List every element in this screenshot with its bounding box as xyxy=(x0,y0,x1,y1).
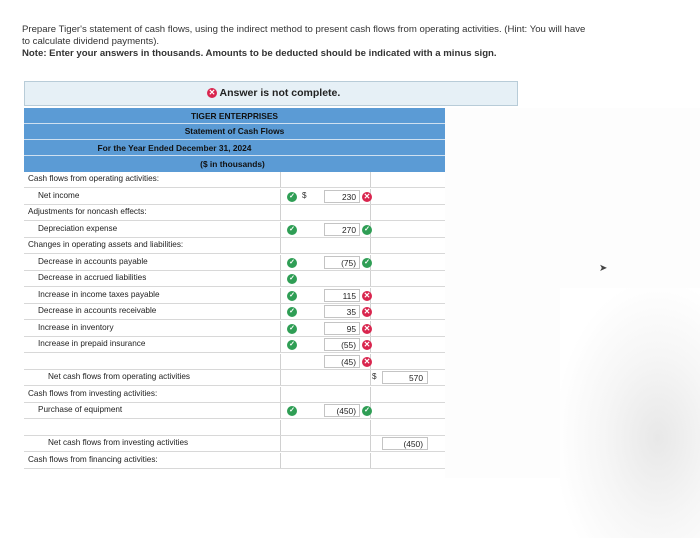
row-label[interactable]: Purchase of equipment xyxy=(38,405,123,414)
row-label: Net cash flows from operating activities xyxy=(48,372,190,381)
incorrect-icon: ✕ xyxy=(363,191,371,201)
row-label[interactable]: Decrease in accounts payable xyxy=(38,256,148,266)
incorrect-icon: ✕ xyxy=(363,323,371,333)
correct-icon: ✓ xyxy=(287,307,297,317)
table-row xyxy=(24,337,445,353)
row-label[interactable]: Increase in inventory xyxy=(38,322,114,332)
table-row xyxy=(24,387,445,403)
amount-input[interactable] xyxy=(324,404,360,417)
amount-value: 270 xyxy=(342,224,356,235)
statement-units: ($ in thousands) xyxy=(200,159,265,169)
correct-icon: ✓ xyxy=(362,225,372,235)
table-row xyxy=(24,304,445,320)
instruction-text-1: Prepare Tiger's statement of cash flows, using the indirect method to present cash flows from operating activities. (Hint: You will have xyxy=(22,24,586,35)
answer-status-banner xyxy=(24,81,518,106)
correct-icon: ✓ xyxy=(362,406,372,416)
amount-value: 35 xyxy=(346,307,356,317)
table-row xyxy=(24,189,445,205)
row-label: Cash flows from financing activities: xyxy=(28,454,158,464)
answer-status-text: Answer is not complete. xyxy=(219,87,341,99)
statement-header xyxy=(24,108,445,172)
amount-input[interactable] xyxy=(324,256,360,269)
correct-icon: ✓ xyxy=(287,406,297,416)
incorrect-icon: ✕ xyxy=(363,356,371,366)
background-area xyxy=(445,108,700,478)
correct-icon: ✓ xyxy=(362,258,372,268)
incorrect-icon: ✕ xyxy=(363,340,371,349)
amount-value: (75) xyxy=(341,257,356,268)
screen-glare xyxy=(560,288,700,538)
incorrect-icon: ✕ xyxy=(208,88,216,98)
amount-value: 95 xyxy=(346,323,356,334)
mouse-cursor-icon: ➤ xyxy=(599,263,608,274)
incorrect-icon: ✕ xyxy=(363,307,371,316)
amount-input[interactable] xyxy=(324,322,360,335)
table-row xyxy=(24,222,445,238)
table-row xyxy=(24,453,445,469)
table-row xyxy=(24,205,445,221)
table-row xyxy=(24,403,445,419)
total-input[interactable] xyxy=(382,437,428,450)
amount-value: (45) xyxy=(341,356,356,367)
incorrect-icon: ✕ xyxy=(363,290,371,300)
table-row xyxy=(24,288,445,304)
amount-input[interactable] xyxy=(324,338,360,351)
table-row xyxy=(24,370,445,386)
row-label: Net cash flows from investing activities xyxy=(48,438,189,447)
row-label: Cash flows from operating activities: xyxy=(28,174,160,183)
instruction-note: Note: Enter your answers in thousands. Amounts to be deducted should be indicated with a minus sign. xyxy=(22,48,497,59)
amount-value: 115 xyxy=(342,290,356,301)
row-label[interactable]: Depreciation expense xyxy=(38,223,118,233)
amount-input[interactable] xyxy=(324,305,360,318)
row-label[interactable]: Decrease in accounts receivable xyxy=(38,306,157,315)
row-label[interactable]: Increase in prepaid insurance xyxy=(38,339,146,348)
amount-input[interactable] xyxy=(324,289,360,302)
amount-value: (55) xyxy=(341,340,356,350)
total-input[interactable] xyxy=(382,371,428,384)
table-row xyxy=(24,238,445,254)
table-row xyxy=(24,255,445,271)
row-label: Adjustments for noncash effects: xyxy=(28,207,147,216)
correct-icon: ✓ xyxy=(287,291,297,301)
row-label[interactable]: Net income xyxy=(38,190,80,200)
table-row xyxy=(24,172,445,188)
row-label: Changes in operating assets and liabilities: xyxy=(28,240,184,249)
table-row xyxy=(24,321,445,337)
table-row xyxy=(24,354,445,370)
table-row xyxy=(24,420,445,436)
dollar-sign: $ xyxy=(372,372,377,381)
correct-icon: ✓ xyxy=(287,258,297,268)
amount-input[interactable] xyxy=(324,223,360,236)
instruction-text-2: to calculate dividend payments). xyxy=(22,36,160,47)
correct-icon: ✓ xyxy=(287,274,297,284)
statement-title: Statement of Cash Flows xyxy=(184,126,285,136)
amount-value: 230 xyxy=(342,191,356,202)
row-label: Cash flows from investing activities: xyxy=(28,388,158,398)
correct-icon: ✓ xyxy=(287,324,297,334)
row-label[interactable]: Decrease in accrued liabilities xyxy=(38,273,147,282)
correct-icon: ✓ xyxy=(287,192,297,202)
amount-input[interactable] xyxy=(324,355,360,368)
correct-icon: ✓ xyxy=(287,225,297,235)
statement-period: For the Year Ended December 31, 2024 xyxy=(97,143,252,153)
dollar-sign: $ xyxy=(302,190,307,200)
instructions xyxy=(22,24,692,60)
correct-icon: ✓ xyxy=(287,340,297,350)
total-value: 570 xyxy=(409,373,423,383)
row-label[interactable]: Increase in income taxes payable xyxy=(38,289,160,299)
company-name: TIGER ENTERPRISES xyxy=(190,111,279,121)
amount-input[interactable] xyxy=(324,190,360,203)
table-row xyxy=(24,436,445,452)
table-row xyxy=(24,271,445,287)
total-value: (450) xyxy=(403,439,423,449)
amount-value: (450) xyxy=(336,406,356,416)
